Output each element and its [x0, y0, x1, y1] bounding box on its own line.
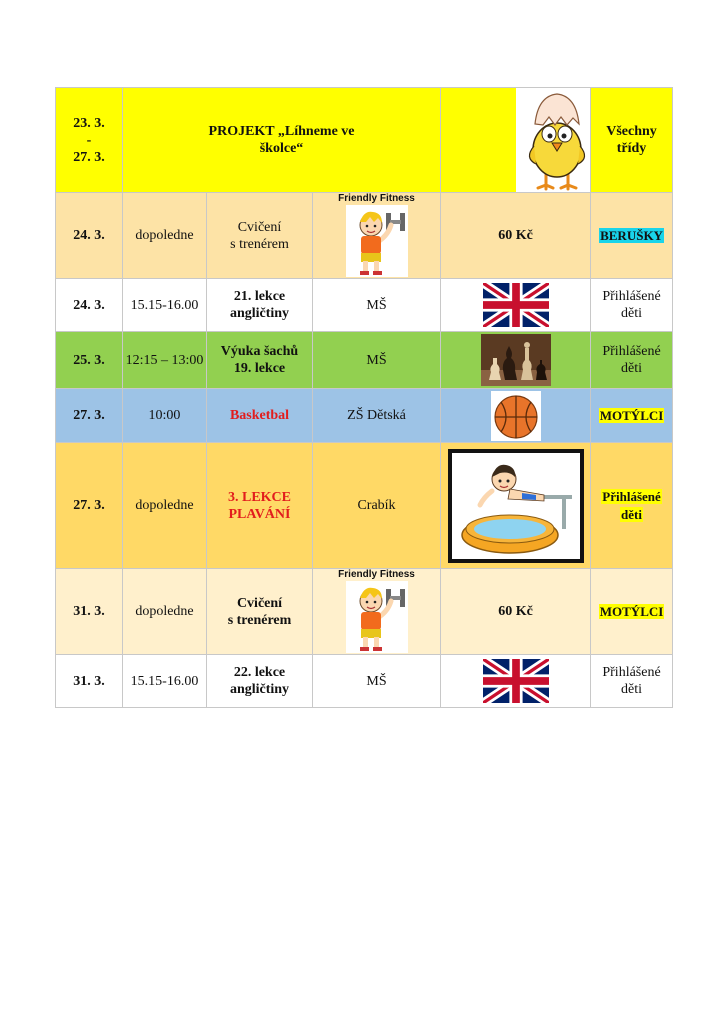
place-cell — [313, 193, 441, 279]
activity-line2: 19. lekce — [233, 361, 286, 376]
group-badge: BERUŠKY — [600, 227, 663, 243]
group-badge-line2: děti — [621, 506, 642, 522]
group-line2: děti — [621, 306, 643, 321]
activity-cell — [207, 279, 313, 332]
activity-cell: Basketbal — [207, 389, 313, 443]
flag-cell — [441, 279, 591, 332]
schedule-table — [55, 87, 673, 708]
project-title — [123, 88, 441, 193]
place-cell: MŠ — [313, 332, 441, 389]
activity-line2: PLAVÁNÍ — [228, 506, 291, 522]
hatching-chick-icon — [516, 88, 591, 192]
chick-cell — [441, 88, 591, 193]
group-cell — [591, 279, 673, 332]
group-line1: Přihlášené — [602, 665, 661, 680]
group-line2: děti — [621, 361, 643, 376]
group-line1: Přihlášené — [602, 289, 661, 304]
group-badge-line1: Přihlášené — [602, 488, 661, 504]
group-line2: třídy — [616, 141, 647, 156]
date-cell — [56, 88, 123, 193]
place-cell: Crabík — [313, 443, 441, 569]
schedule-row — [56, 655, 673, 708]
group-badge: MOTÝLCI — [599, 407, 664, 423]
schedule-row — [56, 389, 673, 443]
time-cell: dopoledne — [123, 569, 207, 655]
pool-frame — [448, 449, 584, 563]
time-cell: 15.15-16.00 — [123, 279, 207, 332]
date-cell: 24. 3. — [56, 279, 123, 332]
ball-cell — [441, 389, 591, 443]
group-line2: děti — [621, 682, 643, 697]
schedule-row — [56, 193, 673, 279]
fitness-kid-icon — [346, 205, 408, 277]
schedule-row — [56, 569, 673, 655]
uk-flag-icon — [483, 659, 549, 703]
schedule-row — [56, 332, 673, 389]
fitness-kid-icon — [346, 581, 408, 653]
date-cell: 25. 3. — [56, 332, 123, 389]
price-cell: 60 Kč — [441, 193, 591, 279]
price-cell: 60 Kč — [441, 569, 591, 655]
group-cell — [591, 569, 673, 655]
ball-frame — [491, 391, 541, 441]
activity-cell — [207, 655, 313, 708]
group-cell — [591, 193, 673, 279]
date-end: 27. 3. — [73, 149, 105, 165]
activity-line1: 3. LEKCE — [227, 489, 291, 505]
pool-cell — [441, 443, 591, 569]
date-cell: 31. 3. — [56, 655, 123, 708]
activity-line1: 22. lekce — [233, 665, 286, 680]
activity-line1: Cvičení — [237, 219, 282, 235]
group-badge: MOTÝLCI — [599, 603, 664, 619]
activity-line2: s trenérem — [230, 236, 289, 252]
time-cell: 12:15 – 13:00 — [123, 332, 207, 389]
place-cell: MŠ — [313, 279, 441, 332]
date-start: 23. 3. — [73, 115, 105, 131]
chess-pieces-icon — [481, 334, 551, 386]
activity-line2: angličtiny — [229, 682, 290, 697]
uk-flag-icon — [483, 283, 549, 327]
group-cell — [591, 389, 673, 443]
chick-frame — [516, 88, 591, 192]
activity-cell — [207, 332, 313, 389]
activity-cell — [207, 443, 313, 569]
activity-line2: s trenérem — [227, 612, 292, 628]
date-separator: - — [86, 132, 92, 148]
group-cell — [591, 443, 673, 569]
date-cell: 24. 3. — [56, 193, 123, 279]
place-cell: MŠ — [313, 655, 441, 708]
group-cell — [591, 88, 673, 193]
time-cell: 15.15-16.00 — [123, 655, 207, 708]
activity-cell — [207, 569, 313, 655]
activity-line2: angličtiny — [229, 306, 290, 321]
activity-cell — [207, 193, 313, 279]
project-title-line2: školce“ — [259, 141, 304, 156]
schedule-row — [56, 279, 673, 332]
flag-cell — [441, 655, 591, 708]
place-cell: ZŠ Dětská — [313, 389, 441, 443]
date-cell: 27. 3. — [56, 443, 123, 569]
activity-line1: Výuka šachů — [220, 344, 299, 359]
swimming-pool-icon — [452, 453, 580, 559]
place-label: Friendly Fitness — [338, 569, 415, 580]
activity-line1: Cvičení — [236, 595, 283, 611]
project-title-line1: PROJEKT „Líhneme ve — [208, 124, 355, 139]
group-cell — [591, 655, 673, 708]
group-line1: Přihlášené — [602, 344, 661, 359]
group-cell — [591, 332, 673, 389]
schedule-row-project — [56, 88, 673, 193]
place-label: Friendly Fitness — [338, 193, 415, 204]
schedule-row — [56, 443, 673, 569]
time-cell: 10:00 — [123, 389, 207, 443]
group-line1: Všechny — [606, 124, 657, 139]
chess-cell — [441, 332, 591, 389]
place-cell — [313, 569, 441, 655]
date-cell: 31. 3. — [56, 569, 123, 655]
date-cell: 27. 3. — [56, 389, 123, 443]
time-cell: dopoledne — [123, 443, 207, 569]
basketball-icon — [491, 391, 541, 441]
activity-line1: 21. lekce — [233, 289, 286, 304]
time-cell: dopoledne — [123, 193, 207, 279]
